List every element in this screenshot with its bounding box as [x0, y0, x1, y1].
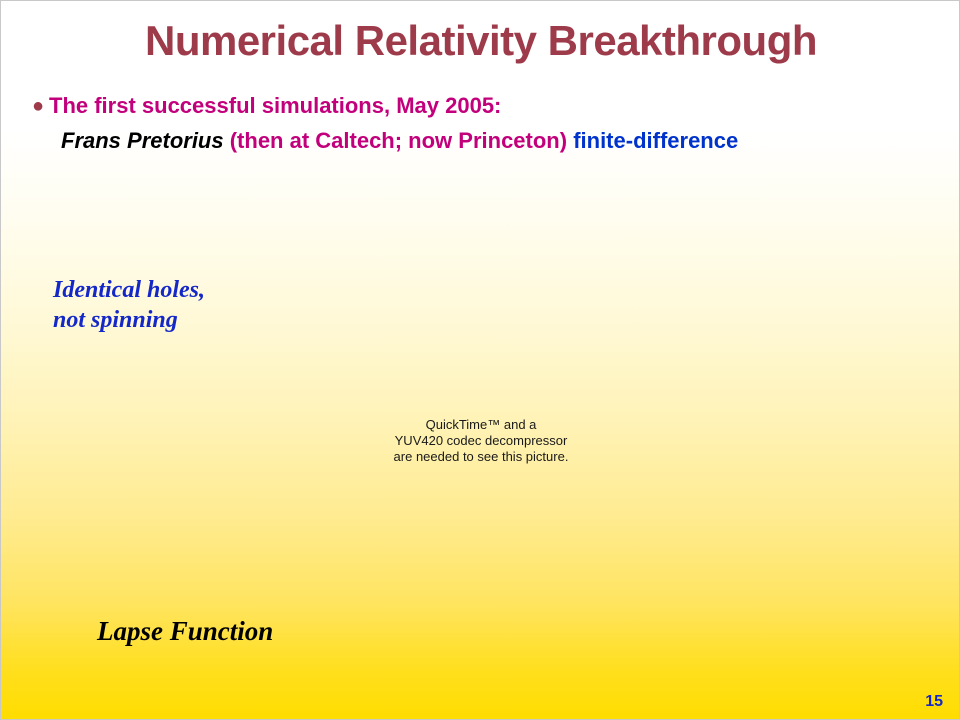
- bullet-item: [27, 91, 947, 156]
- page-title: Numerical Relativity Breakthrough: [144, 17, 818, 64]
- researcher-name: Frans Pretorius: [61, 128, 224, 153]
- bullet-line-one: The first successful simulations, May 2005:: [49, 93, 502, 118]
- quicktime-notice-line-one: QuickTime™ and a: [425, 417, 537, 432]
- bullet-line-two: [49, 126, 947, 156]
- annotation-identical-holes: [53, 275, 205, 335]
- annotation-holes-line-one: Identical holes,: [53, 277, 206, 303]
- annotation-lapse-function: Lapse Function: [97, 616, 274, 646]
- quicktime-missing-media-notice: [1, 417, 960, 465]
- method-label: finite-difference: [573, 128, 739, 153]
- researcher-affiliation: (then at Caltech; now Princeton): [223, 128, 574, 153]
- page-number: 15: [925, 693, 943, 710]
- bullet-dot-icon: ●: [31, 95, 45, 117]
- quicktime-notice-line-two: YUV420 codec decompressor: [394, 433, 568, 448]
- annotation-holes-line-two: not spinning: [53, 307, 178, 333]
- bullet-text-block: [49, 91, 947, 156]
- quicktime-notice-line-three: are needed to see this picture.: [393, 449, 569, 464]
